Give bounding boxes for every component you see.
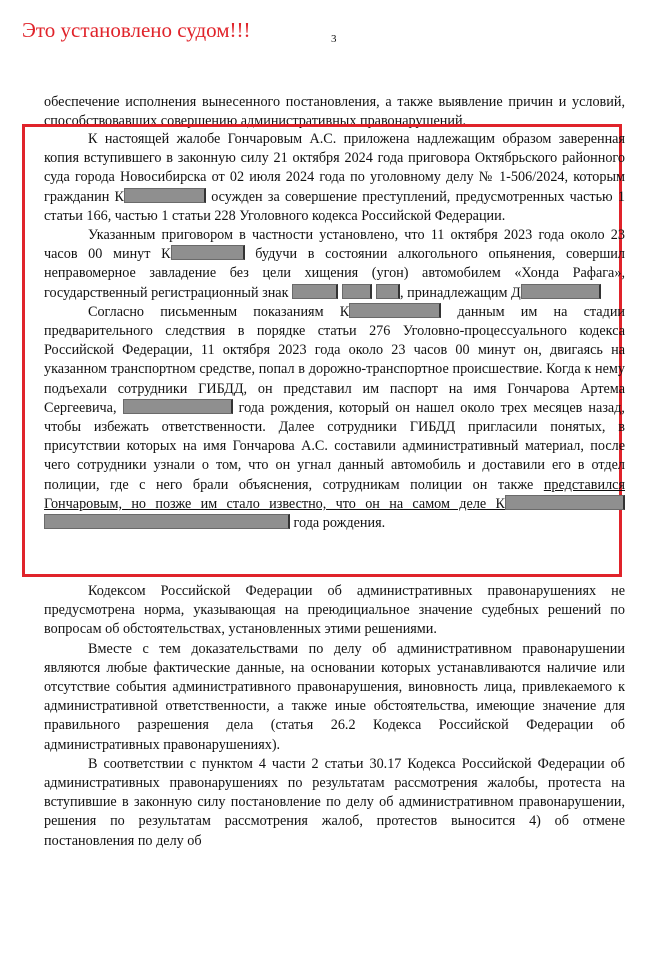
intro-block xyxy=(44,93,625,131)
redaction xyxy=(349,303,441,318)
text: , принадлежащим Д xyxy=(400,284,521,301)
redaction xyxy=(44,514,290,529)
redaction xyxy=(505,495,625,510)
underlined-text: представился Гончаровым, но позже им стало известно, что он на самом деле К xyxy=(44,476,625,512)
redaction xyxy=(171,245,245,260)
paragraph-testimony xyxy=(44,303,625,533)
redaction xyxy=(123,399,233,414)
following-block xyxy=(44,582,625,851)
paragraph-evidence: Вместе с тем доказательствами по делу об административном правонарушении являются любые фактические данные, на основании которых устанавливаются наличие или отсутствие события административного правонарушения, виновность лица, привлекаемого к административной ответственности, а также иные обстоятельства, имеющие значение для правильного разрешения дела (статья 26.2 Кодекса Российской Федерации об административных правонарушениях). xyxy=(44,640,625,753)
redaction xyxy=(292,284,338,299)
paragraph-verdict-copy xyxy=(44,130,625,226)
redaction xyxy=(342,284,372,299)
text: данным им на стадии предварительного следствия в порядке статьи 276 Уголовно-процессуального кодекса Российской Федерации, 11 октября 2023 года около 23 часов 00 минут он, двигаясь на указанном транспортном средстве, попал в дорожно-транспортное происшествие. Когда к нему подъехали сотрудники ГИБДД, он представил им паспорт на имя Гончарова Артема Сергеевича, xyxy=(44,303,626,416)
redaction xyxy=(376,284,400,299)
red-annotation: Это установлено судом!!! xyxy=(22,18,251,42)
text: осужден за совершение преступлений, предусмотренных частью 1 статьи 166, частью 1 статьи 228 Уголовного кодекса Российской Федерации. xyxy=(44,188,625,224)
page-number: 3 xyxy=(331,33,337,45)
redaction xyxy=(521,284,601,299)
text: Указанным приговором в частности установлено, что 11 октября 2023 года около 23 часов 00 минут К xyxy=(44,227,625,263)
intro-paragraph: обеспечение исполнения вынесенного постановления, а также выявление причин и условий, способствовавших совершению административных правонарушений. xyxy=(44,94,625,130)
highlighted-block xyxy=(44,130,625,533)
text: К настоящей жалобе Гончаровым А.С. приложена надлежащим образом заверенная копия вступившего в законную силу 21 октября 2024 года приговора Октябрьского районного суда города Новосибирска от 02 июля 2024 года по уголовному делу № 1-506/2024, которым гражданин К xyxy=(44,131,625,205)
redaction xyxy=(124,188,206,203)
text: Согласно письменным показаниям К xyxy=(88,303,350,320)
paragraph-verdict-findings xyxy=(44,226,625,303)
paragraph-article-30-17: В соответствии с пунктом 4 части 2 статьи 30.17 Кодекса Российской Федерации об административных правонарушениях по результатам рассмотрения жалобы, протеста на вступившие в законную силу постановление по делу об административном правонарушении, решения по результатам рассмотрения жалоб, протестов выносится 4) об отмене постановления по делу об xyxy=(44,755,625,849)
text: года рождения, который он нашел около трех месяцев назад, чтобы избежать ответственности. Далее сотрудники ГИБДД пригласили понятых, в присутствии которых на имя Гончарова А.С. составили административный материал, после чего сотрудники узнали о том, что он угнал данный автомобиль и доставили его в отдел полиции, где с него брали объяснения, сотрудникам полиции он также xyxy=(44,399,625,493)
text: года рождения. xyxy=(290,515,386,532)
text: будучи в состоянии алкогольного опьянения, совершил неправомерное завладение без цели хищения (угон) автомобилем «Хонда Рафага», государственный регистрационный знак xyxy=(44,246,625,301)
paragraph-prejudice: Кодексом Российской Федерации об административных правонарушениях не предусмотрена норма, указывающая на преюдициальное значение судебных решений по вопросам об обстоятельствах, установленных этими решениями. xyxy=(44,583,625,638)
